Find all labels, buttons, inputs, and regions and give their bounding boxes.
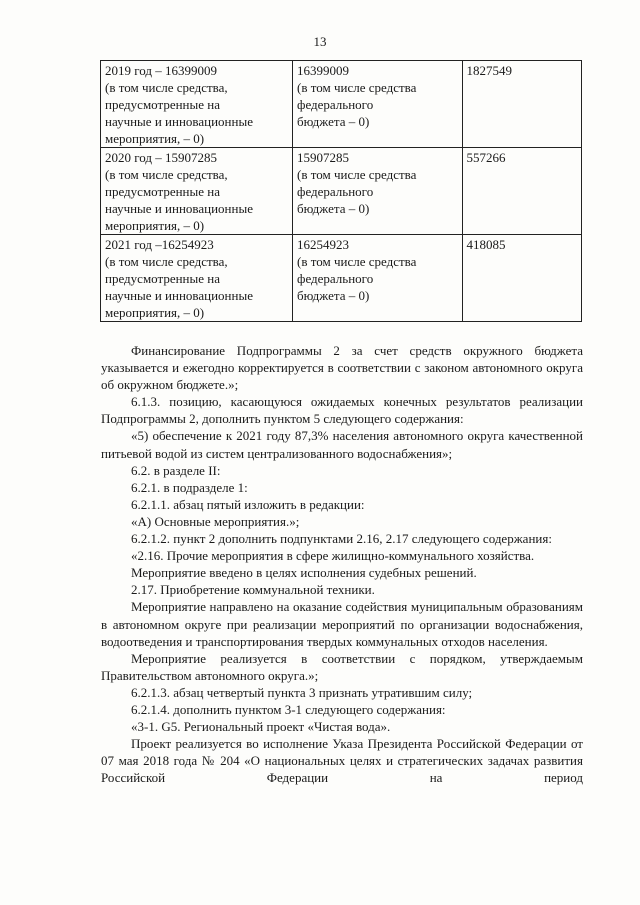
financing-table	[100, 60, 582, 322]
cell-line: федерального	[297, 271, 374, 286]
cell-line: 16254923	[297, 237, 350, 252]
page-number: 13	[313, 34, 327, 49]
cell-line: (в том числе средства	[297, 167, 417, 182]
table-cell-col3	[462, 61, 581, 148]
table-cell-col1	[101, 61, 293, 148]
paragraph: Проект реализуется во исполнение Указа Президента Российской Федерации от 07 мая 2018 года № 204 «О национальных целях и стратегических задачах развития Российской Федерации на период	[101, 736, 583, 786]
table-cell-col2	[293, 61, 463, 148]
cell-line: предусмотренные на	[105, 184, 221, 199]
paragraph: 2.17. Приобретение коммунальной техники.	[131, 582, 375, 598]
cell-line: федерального	[297, 97, 374, 112]
cell-line: 418085	[466, 237, 506, 252]
paragraph: «3-1. G5. Региональный проект «Чистая вода».	[131, 719, 391, 735]
table-cell-col3	[462, 235, 581, 322]
cell-line: бюджета – 0)	[297, 114, 370, 129]
table-cell-col1	[101, 235, 293, 322]
paragraph: «2.16. Прочие мероприятия в сфере жилищно-коммунального хозяйства.	[131, 548, 535, 564]
cell-line: научные и инновационные	[105, 201, 253, 216]
cell-line: (в том числе средства,	[105, 254, 228, 269]
table-cell-col1	[101, 148, 293, 235]
paragraph: 6.2.1.2. пункт 2 дополнить подпунктами 2.16, 2.17 следующего содержания:	[131, 531, 552, 547]
paragraph: 6.1.3. позицию, касающуюся ожидаемых конечных результатов реализации Подпрограммы 2, дополнить пунктом 5 следующего содержания:	[101, 394, 583, 427]
paragraph: 6.2.1.3. абзац четвертый пункта 3 признать утратившим силу;	[131, 684, 473, 700]
cell-line: 2019 год – 16399009	[105, 63, 217, 78]
cell-line: 2020 год – 15907285	[105, 150, 217, 165]
paragraph: «А) Основные мероприятия.»;	[131, 513, 300, 529]
cell-line: предусмотренные на	[105, 97, 221, 112]
cell-line: бюджета – 0)	[297, 201, 370, 216]
paragraph: Мероприятие направлено на оказание содействия муниципальным образованиям в автономном округе при реализации мероприятий по организации водоснабжения, водоотведения и транспортирования твердых коммунальных отходов населения.	[101, 599, 583, 649]
paragraph: 6.2.1.1. абзац пятый изложить в редакции:	[131, 496, 365, 512]
cell-line: 16399009	[297, 63, 350, 78]
table-cell-col2	[293, 235, 463, 322]
paragraph: 6.2.1.4. дополнить пунктом 3-1 следующего содержания:	[131, 701, 446, 717]
paragraph: Мероприятие введено в целях исполнения судебных решений.	[131, 565, 477, 581]
cell-line: 15907285	[297, 150, 350, 165]
cell-line: предусмотренные на	[105, 271, 221, 286]
cell-line: (в том числе средства	[297, 80, 417, 95]
table-cell-col2	[293, 148, 463, 235]
table-cell-col3	[462, 148, 581, 235]
cell-line: мероприятия, – 0)	[105, 218, 205, 233]
paragraph: Мероприятие реализуется в соответствии с порядком, утверждаемым Правительством автономного округа.»;	[101, 650, 583, 683]
table-row	[101, 61, 582, 148]
table-row	[101, 235, 582, 322]
document-body	[101, 342, 583, 786]
cell-line: (в том числе средства,	[105, 167, 228, 182]
cell-line: федерального	[297, 184, 374, 199]
paragraph: Финансирование Подпрограммы 2 за счет средств окружного бюджета указывается и ежегодно корректируется в соответствии с законом автономного округа об окружном бюджете.»;	[101, 343, 583, 393]
cell-line: бюджета – 0)	[297, 288, 370, 303]
table-row	[101, 148, 582, 235]
cell-line: 557266	[466, 150, 506, 165]
cell-line: научные и инновационные	[105, 288, 253, 303]
cell-line: научные и инновационные	[105, 114, 253, 129]
paragraph: «5) обеспечение к 2021 году 87,3% населения автономного округа качественной питьевой водой из систем централизованного водоснабжения»;	[101, 428, 583, 461]
paragraph: 6.2. в разделе II:	[131, 462, 221, 478]
cell-line: (в том числе средства,	[105, 80, 228, 95]
cell-line: (в том числе средства	[297, 254, 417, 269]
cell-line: мероприятия, – 0)	[105, 305, 205, 320]
paragraph: 6.2.1. в подразделе 1:	[131, 479, 248, 495]
cell-line: 1827549	[466, 63, 513, 78]
cell-line: 2021 год –16254923	[105, 237, 214, 252]
cell-line: мероприятия, – 0)	[105, 131, 205, 146]
